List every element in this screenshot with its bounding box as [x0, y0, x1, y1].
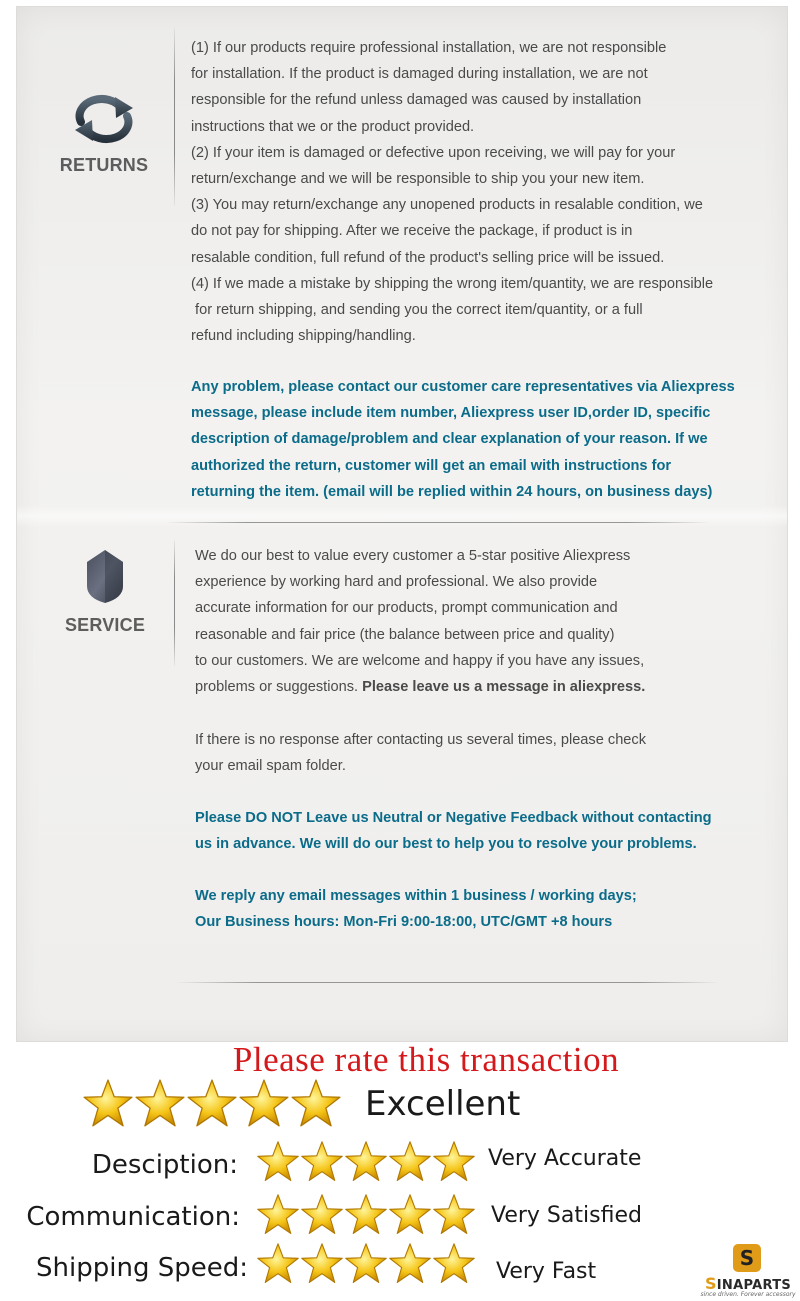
service-intro-text — [195, 543, 755, 700]
contact-line: authorized the return, customer will get an email with instructions for — [191, 457, 672, 474]
star-icon — [300, 1140, 344, 1184]
service-line: reasonable and fair price (the balance between price and quality) — [195, 626, 615, 643]
communication-label: Communication: — [26, 1202, 240, 1232]
sinaparts-logo — [700, 1242, 796, 1298]
service-line: problems or suggestions. — [195, 679, 363, 696]
star-icon — [388, 1140, 432, 1184]
star-icon — [256, 1193, 300, 1237]
overall-rating-label: Excellent — [365, 1084, 521, 1124]
leave-message-emphasis: Please leave us a message in aliexpress. — [362, 679, 646, 696]
star-icon — [256, 1242, 300, 1286]
logo-name-first: S — [704, 1274, 717, 1293]
service-line: We do our best to value every customer a 5-star positive Aliexpress — [195, 548, 631, 564]
no-response-text — [195, 727, 755, 779]
star-icon — [344, 1140, 388, 1184]
service-header — [60, 548, 150, 636]
star-icon — [186, 1078, 238, 1130]
business-hours — [195, 883, 755, 935]
panel-divider-band — [17, 505, 787, 527]
section-divider — [175, 982, 720, 983]
star-icon — [238, 1078, 290, 1130]
service-line-with-emphasis — [195, 674, 755, 700]
returns-line: (3) You may return/exchange any unopened products in resalable condition, we — [191, 197, 703, 214]
returns-policy-text — [191, 35, 756, 349]
description-value: Very Accurate — [488, 1146, 642, 1171]
no-response-line: your email spam folder. — [195, 758, 346, 775]
star-icon — [300, 1193, 344, 1237]
logo-tagline: since driven. Forever accessory — [700, 1291, 796, 1298]
hours-line: We reply any email messages within 1 business / working days; — [195, 888, 637, 904]
communication-stars — [256, 1193, 476, 1237]
returns-line: (1) If our products require professional installation, we are not responsible — [191, 40, 667, 56]
description-label: Desciption: — [91, 1150, 238, 1180]
returns-vertical-divider — [174, 28, 175, 206]
rate-title: Please rate this transaction — [232, 1040, 620, 1079]
returns-line: resalable condition, full refund of the product's selling price will be issued. — [191, 249, 665, 266]
returns-header — [56, 94, 152, 176]
shipping-speed-value: Very Fast — [496, 1259, 597, 1284]
section-divider — [165, 522, 710, 523]
shipping-speed-stars — [256, 1242, 476, 1286]
service-line: to our customers. We are welcome and happy if you have any issues, — [195, 652, 645, 669]
star-icon — [388, 1193, 432, 1237]
service-line: experience by working hard and professional. We also provide — [195, 574, 598, 591]
hours-line: Our Business hours: Mon-Fri 9:00-18:00, UTC/GMT +8 hours — [195, 914, 613, 931]
returns-line: responsible for the refund unless damaged was caused by installation — [191, 92, 642, 109]
service-line: accurate information for our products, prompt communication and — [195, 600, 618, 617]
returns-line: (4) If we made a mistake by shipping the wrong item/quantity, we are responsible — [191, 275, 714, 292]
returns-line: return/exchange and we will be responsible to ship you your new item. — [191, 171, 645, 188]
star-icon — [344, 1193, 388, 1237]
service-label: SERVICE — [64, 615, 146, 635]
returns-line: instructions that we or the product provided. — [191, 118, 475, 135]
description-stars — [256, 1140, 476, 1184]
feedback-line: us in advance. We will do our best to help you to resolve your problems. — [195, 836, 697, 853]
feedback-notice — [195, 805, 755, 857]
contact-line: Any problem, please contact our customer care representatives via Aliexpress — [191, 379, 735, 395]
returns-line: (2) If your item is damaged or defective upon receiving, we will pay for your — [191, 144, 676, 161]
contact-line: message, please include item number, Aliexpress user ID,order ID, specific — [191, 405, 711, 422]
star-icon — [432, 1242, 476, 1286]
no-response-line: If there is no response after contacting us several times, please check — [195, 732, 647, 748]
star-icon — [388, 1242, 432, 1286]
returns-line: for return shipping, and sending you the correct item/quantity, or a full — [191, 302, 643, 319]
overall-stars — [82, 1078, 342, 1130]
returns-line: for installation. If the product is damaged during installation, we are not — [191, 66, 648, 83]
star-icon — [432, 1193, 476, 1237]
communication-value: Very Satisfied — [491, 1203, 642, 1228]
returns-contact-text — [191, 374, 766, 505]
star-icon — [290, 1078, 342, 1130]
service-vertical-divider — [174, 540, 175, 666]
returns-line: refund including shipping/handling. — [191, 328, 416, 345]
star-icon — [134, 1078, 186, 1130]
contact-line: description of damage/problem and clear explanation of your reason. If we — [191, 431, 708, 448]
star-icon — [256, 1140, 300, 1184]
shipping-speed-label: Shipping Speed: — [36, 1253, 248, 1283]
logo-mark: S — [733, 1244, 761, 1272]
refresh-arrows-icon — [71, 94, 137, 149]
returns-label: RETURNS — [59, 155, 149, 175]
star-icon — [300, 1242, 344, 1286]
logo-name-rest: INAPARTS — [716, 1278, 792, 1293]
shield-icon — [83, 548, 127, 609]
star-icon — [344, 1242, 388, 1286]
star-icon — [432, 1140, 476, 1184]
returns-line: do not pay for shipping. After we receive the package, if product is in — [191, 223, 633, 240]
star-icon — [82, 1078, 134, 1130]
contact-line: returning the item. (email will be replied within 24 hours, on business days) — [191, 483, 713, 500]
feedback-line: Please DO NOT Leave us Neutral or Negative Feedback without contacting — [195, 810, 712, 826]
